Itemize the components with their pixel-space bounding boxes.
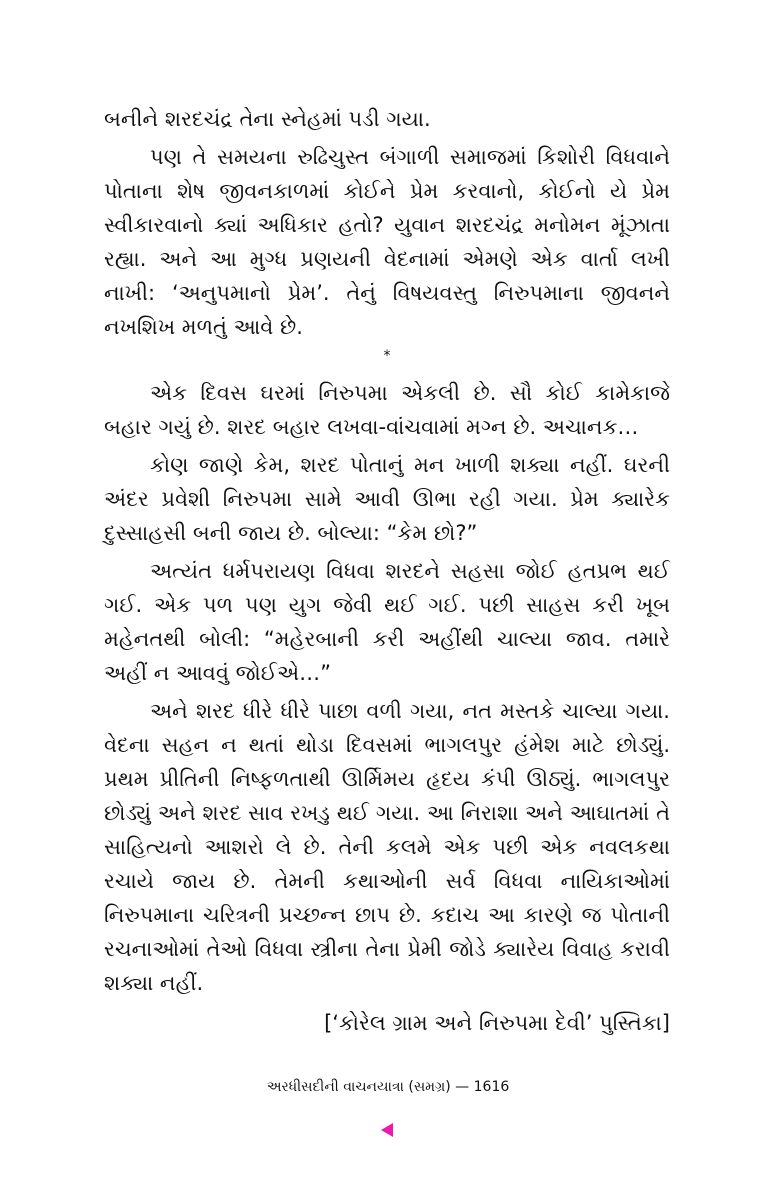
paragraph-1: બનીને શરદચંદ્ર તેના સ્નેહમાં પડી ગયા. bbox=[104, 107, 431, 131]
source-citation: [‘કોરેલ ગ્રામ અને નિરુપમા દેવી’ પુસ્તિકા] bbox=[324, 1011, 670, 1035]
triangle-left-icon[interactable] bbox=[381, 1123, 393, 1137]
page-footer: અરધીસદીની વાચનયાત્રા (સમગ્ર) — 1616 bbox=[266, 1079, 510, 1095]
paragraph-2: પણ તે સમયના રુઢિચુસ્ત બંગાળી સમાજમાં કિશોરી વિધવાને પોતાના શેષ જીવનકાળમાં કોઈને પ્રેમ કરવાનો, કોઈનો યે પ્રેમ સ્વીકારવાનો ક્યાં અધિકાર હતો? યુવાન શરદચંદ્ર મનોમન મૂંઝાતા રહ્યા. અને આ મુગ્ધ પ્રણયની વેદનામાં એમણે એક વાર્તા લખી નાખી: ‘અનુપમાનો પ્રેમ’. તેનું વિષયવસ્તુ નિરુપમાના જીવનને નખશિખ મળતું આવે છે. bbox=[104, 145, 670, 339]
section-separator: * bbox=[383, 348, 391, 364]
paragraph-4: કોણ જાણે કેમ, શરદ પોતાનું મન ખાળી શક્યા નહીં. ઘરની અંદર પ્રવેશી નિરુપમા સામે આવી ઊભા રહી ગયા. પ્રેમ ક્યારેક દુસ્સાહસી બની જાય છે. બોલ્યા: “કેમ છો?” bbox=[104, 453, 670, 545]
paragraph-5: અત્યંત ધર્મપરાયણ વિધવા શરદને સહસા જોઈ હતપ્રભ થઈ ગઈ. એક પળ પણ યુગ જેવી થઈ ગઈ. પછી સાહસ કરી ખૂબ મહેનતથી બોલી: “મહેરબાની કરી અહીંથી ચાલ્યા જાવ. તમારે અહીં ન આવવું જોઈએ…” bbox=[104, 559, 670, 685]
paragraph-3: એક દિવસ ઘરમાં નિરુપમા એકલી છે. સૌ કોઈ કામેકાજે બહાર ગયું છે. શરદ બહાર લખવા-વાંચવામાં મગ્ન છે. અચાનક… bbox=[104, 381, 670, 439]
page-body bbox=[104, 102, 670, 1040]
paragraph-6: અને શરદ ધીરે ધીરે પાછા વળી ગયા, નત મસ્તકે ચાલ્યા ગયા. વેદના સહન ન થતાં થોડા દિવસમાં ભાગલપુર હંમેશ માટે છોડ્યું. પ્રથમ પ્રીતિની નિષ્ફળતાથી ઊર્મિમય હૃદય કંપી ઊઠ્યું. ભાગલપુર છોડ્યું અને શરદ સાવ રખડુ થઈ ગયા. આ નિરાશા અને આઘાતમાં તે સાહિત્યનો આશરો લે છે. તેની કલમે એક પછી એક નવલકથા રચાયે જાય છે. તેમની કથાઓની સર્વ વિધવા નાયિકાઓમાં નિરુપમાના ચરિત્રની પ્રચ્છન્ન છાપ છે. કદાચ આ કારણે જ પોતાની રચનાઓમાં તેઓ વિધવા સ્ત્રીના તેના પ્રેમી જોડે ક્યારેય વિવાહ કરાવી શક્યા નહીં. bbox=[104, 699, 670, 995]
